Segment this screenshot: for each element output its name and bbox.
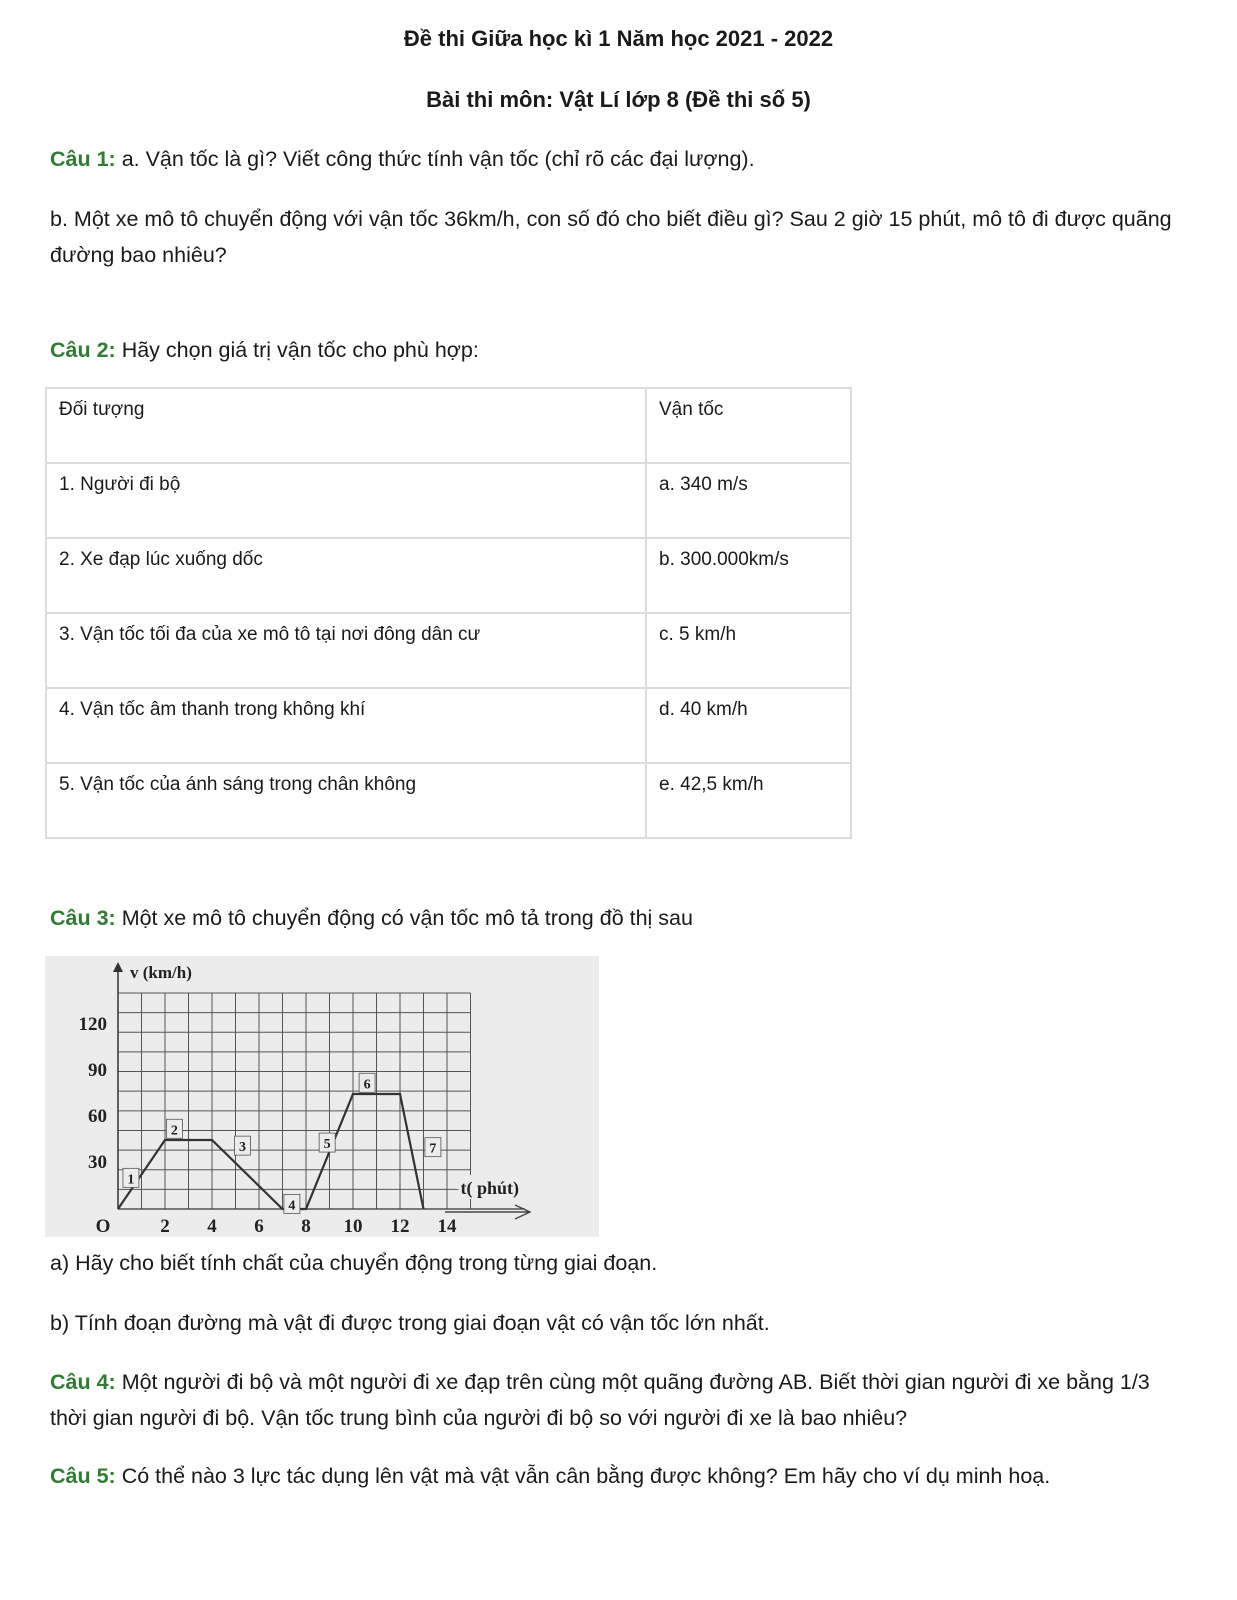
- x-tick-label: 8: [301, 1216, 311, 1237]
- question-5: [50, 1458, 1190, 1494]
- question-3-part-b: b) Tính đoạn đường mà vật đi được trong giai đoạn vật có vận tốc lớn nhất.: [50, 1311, 770, 1335]
- graph-labels: [79, 963, 549, 1237]
- velocity-time-graph: [45, 956, 599, 1237]
- table-row: [46, 463, 851, 538]
- question-3-label: Câu 3:: [50, 906, 116, 930]
- segment-label: 3: [239, 1140, 247, 1156]
- y-tick-label: 120: [78, 1014, 107, 1036]
- y-tick-label: 90: [88, 1060, 107, 1082]
- table-cell-object: 3. Vận tốc tối đa của xe mô tô tại nơi đông dân cư: [46, 613, 646, 688]
- x-tick-label: 4: [207, 1216, 217, 1237]
- x-tick-label: 10: [343, 1216, 363, 1237]
- question-1-label: Câu 1:: [50, 147, 116, 171]
- table-cell-velocity: d. 40 km/h: [646, 688, 851, 763]
- segment-label: 1: [127, 1172, 135, 1188]
- segment-label: 5: [323, 1137, 331, 1153]
- x-tick-label: 2: [160, 1216, 170, 1237]
- question-2: [50, 332, 1190, 368]
- table-cell-velocity: a. 340 m/s: [646, 463, 851, 538]
- question-1-part-a: [50, 141, 1190, 177]
- segment-label: 4: [288, 1198, 296, 1214]
- question-3-part-a: a) Hãy cho biết tính chất của chuyển động trong từng giai đoạn.: [50, 1251, 658, 1275]
- table-cell-velocity: e. 42,5 km/h: [646, 763, 851, 838]
- table-row: [46, 763, 851, 838]
- question-4: [50, 1364, 1190, 1436]
- origin-label: O: [95, 1216, 111, 1237]
- question-1-part-b: b. Một xe mô tô chuyển động với vận tốc 36km/h, con số đó cho biết điều gì? Sau 2 giờ 15 phút, mô tô đi được quãng đường bao nhiêu?: [50, 207, 1172, 267]
- question-4-text: Một người đi bộ và một người đi xe đạp trên cùng một quãng đường AB. Biết thời gian người đi xe bằng 1/3 thời gian người đi bộ. Vận tốc trung bình của người đi bộ so với người đi xe là bao nhiêu?: [50, 1370, 1150, 1430]
- y-tick-label: 60: [88, 1106, 107, 1128]
- velocity-graph-svg: [45, 956, 599, 1237]
- table-cell-velocity: c. 5 km/h: [646, 613, 851, 688]
- segment-label: 7: [429, 1141, 437, 1157]
- table-header-object: Đối tượng: [46, 388, 646, 463]
- table-row: [46, 538, 851, 613]
- x-axis-arrow-icon: [445, 1205, 530, 1219]
- question-2-text: Hãy chọn giá trị vận tốc cho phù hợp:: [115, 338, 479, 362]
- segment-label: 2: [170, 1123, 178, 1139]
- table-cell-object: 2. Xe đạp lúc xuống dốc: [46, 538, 646, 613]
- y-axis-label: v (km/h): [130, 963, 192, 982]
- table-header-row: [46, 388, 851, 463]
- table-cell-object: 4. Vận tốc âm thanh trong không khí: [46, 688, 646, 763]
- question-3-text: Một xe mô tô chuyển động có vận tốc mô tả trong đồ thị sau: [115, 906, 693, 930]
- x-tick-label: 6: [254, 1216, 264, 1237]
- velocity-table: [45, 387, 852, 839]
- table-cell-velocity: b. 300.000km/s: [646, 538, 851, 613]
- x-tick-label: 12: [390, 1216, 410, 1237]
- table-cell-object: 5. Vận tốc của ánh sáng trong chân không: [46, 763, 646, 838]
- segment-label: 6: [363, 1077, 371, 1093]
- question-2-label: Câu 2:: [50, 338, 116, 362]
- table-row: [46, 613, 851, 688]
- exam-title: Đề thi Giữa học kì 1 Năm học 2021 - 2022: [403, 26, 834, 51]
- y-tick-label: 30: [88, 1152, 107, 1174]
- x-tick-label: 14: [437, 1216, 457, 1237]
- question-5-label: Câu 5:: [50, 1464, 116, 1488]
- question-3: [50, 900, 1190, 936]
- table-cell-object: 1. Người đi bộ: [46, 463, 646, 538]
- table-header-velocity: Vận tốc: [646, 388, 851, 463]
- question-5-text: Có thể nào 3 lực tác dụng lên vật mà vật vẫn cân bằng được không? Em hãy cho ví dụ minh hoạ.: [115, 1464, 1051, 1488]
- table-row: [46, 688, 851, 763]
- question-1-a-text: a. Vận tốc là gì? Viết công thức tính vận tốc (chỉ rõ các đại lượng).: [115, 147, 755, 171]
- y-axis-arrow-icon: [113, 962, 123, 972]
- question-4-label: Câu 4:: [50, 1370, 116, 1394]
- x-axis-label: t( phút): [460, 1178, 520, 1198]
- exam-subtitle: Bài thi môn: Vật Lí lớp 8 (Đề thi số 5): [426, 87, 811, 112]
